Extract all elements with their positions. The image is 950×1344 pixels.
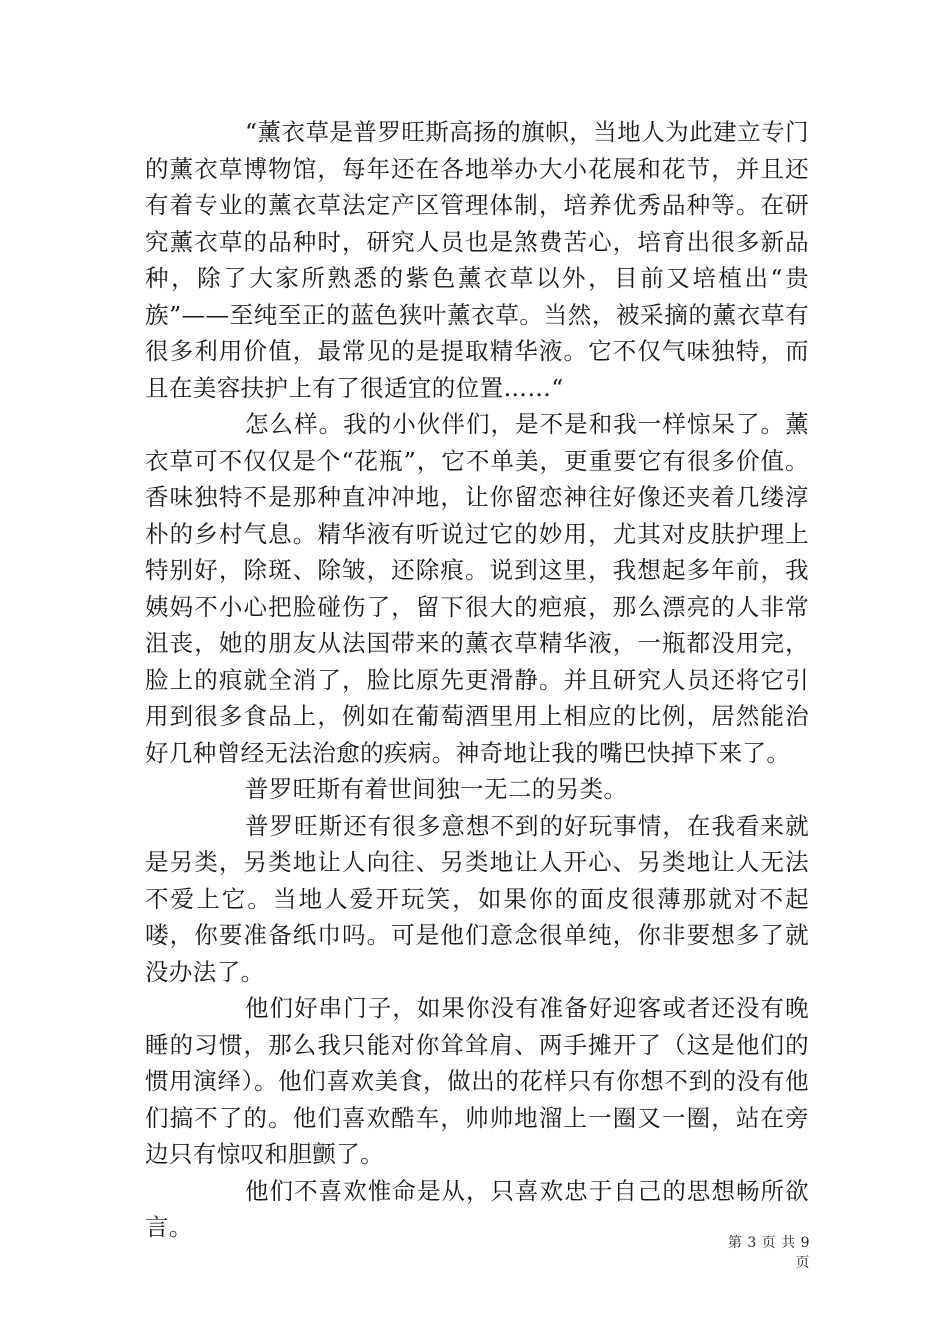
paragraph-6: 他们不喜欢惟命是从，只喜欢忠于自己的思想畅所欲言。	[145, 1176, 809, 1241]
paragraph-2: 怎么样。我的小伙伴们，是不是和我一样惊呆了。薰衣草可不仅仅是个“花瓶”，它不单美，更重要它有很多价值。香味独特不是那种直冲冲地，让你留恋神往好像还夹着几缕淳朴的乡村气息。精华液有听说过它的妙用，尤其对皮肤护理上特别好，除斑、除皱，还除痕。说到这里，我想起多年前，我姨妈不小心把脸碰伤了，留下很大的疤痕，那么漂亮的人非常沮丧，她的朋友从法国带来的薰衣草精华液，一瓶都没用完，脸上的痕就全消了，脸比原先更滑静。并且研究人员还将它引用到很多食品上，例如在葡萄酒里用上相应的比例，居然能治好几种曾经无法治愈的疾病。神奇地让我的嘴巴快掉下来了。	[145, 410, 809, 767]
paragraph-5: 他们好串门子，如果你没有准备好迎客或者还没有晚睡的习惯，那么我只能对你耸耸肩、两手摊开了（这是他们的惯用演绎）。他们喜欢美食，做出的花样只有你想不到的没有他们搞不了的。他们喜欢酷车，帅帅地溜上一圈又一圈，站在旁边只有惊叹和胆颤了。	[145, 994, 809, 1168]
body-text	[145, 114, 809, 1246]
paragraph-4: 普罗旺斯还有很多意想不到的好玩事情，在我看来就是另类，另类地让人向往、另类地让人开心、另类地让人无法不爱上它。当地人爱开玩笑，如果你的面皮很薄那就对不起喽，你要准备纸巾吗。可是他们意念很单纯，你非要想多了就没办法了。	[145, 811, 809, 986]
page-number-footer: 第 3 页 共 9 页	[727, 1235, 810, 1271]
paragraph-1: “薰衣草是普罗旺斯高扬的旗帜，当地人为此建立专门的薰衣草博物馆，每年还在各地举办大小花展和花节，并且还有着专业的薰衣草法定产区管理体制，培养优秀品种等。在研究薰衣草的品种时，研究人员也是煞费苦心，培育出很多新品种，除了大家所熟悉的紫色薰衣草以外，目前又培植出“贵族”——至纯至正的蓝色狭叶薰衣草。当然，被采摘的薰衣草有很多利用价值，最常见的是提取精华液。它不仅气味独特，而且在美容扶护上有了很适宜的位置……“	[145, 118, 809, 402]
paragraph-3: 普罗旺斯有着世间独一无二的另类。	[245, 775, 628, 803]
